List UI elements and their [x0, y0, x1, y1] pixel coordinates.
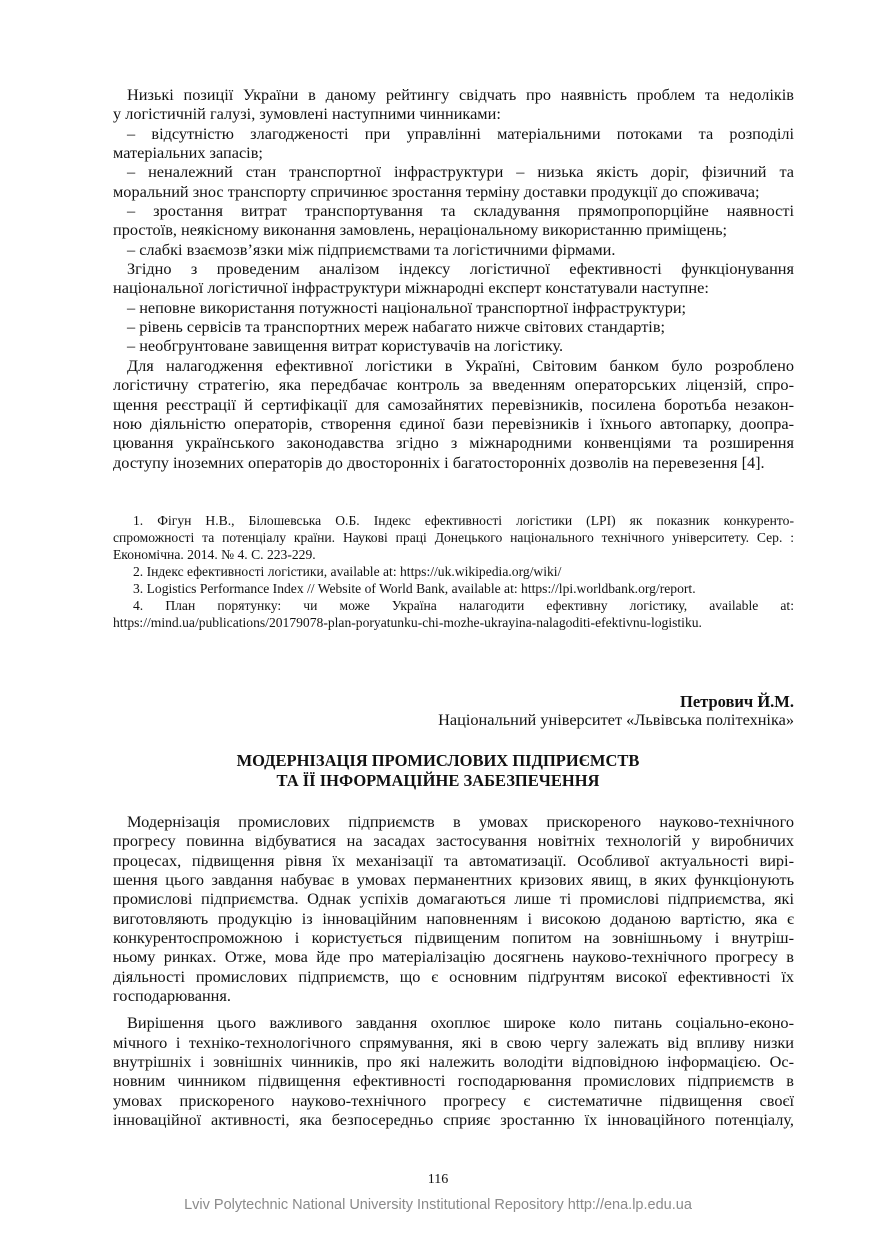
text-line: – відсутністю злагодженості при управлінні матеріальними потоками та розподілі [127, 123, 794, 143]
text-line: щення реєстрації й сертифікації для самозайнятих перевізників, посилена боротьба незакон- [113, 394, 794, 414]
text-line: національної логістичної інфраструктури міжнародні експерт констатували наступне: [113, 278, 709, 298]
text-line: господарювання. [113, 986, 231, 1006]
paragraph [113, 317, 794, 336]
paragraph [113, 85, 794, 124]
text-line: промислові підприємства. Однак успіхів домагаються лише ті промислові підприємства, які [113, 889, 794, 909]
text-line: логістичну стратегію, яка передбачає контроль за введенням операторських ліцензій, спро- [113, 375, 794, 395]
text-line: Для налагодження ефективної логістики в Україні, Світовим банком було розроблено [127, 355, 794, 375]
text-line: умовах прискореного науково-технічного прогресу є систематичне підвищення своєї [113, 1090, 794, 1110]
body-text-section [113, 85, 794, 472]
text-line: ньому ринках. Отже, мова йде про матеріалізацію досягнень науково-технічного прогресу в [113, 947, 794, 967]
paragraph [113, 162, 794, 201]
page-number: 116 [427, 1172, 449, 1187]
text-line: процесах, підвищення рівня їх механізації та автоматизації. Особливої актуальності вирі- [113, 850, 794, 870]
paragraph [113, 259, 794, 298]
article-title-line: ТА ЇЇ ІНФОРМАЦІЙНЕ ЗАБЕЗПЕЧЕННЯ [276, 770, 600, 790]
text-line: ною діяльністю операторів, створення єдиної бази перевізників і їхнього автопарку, доопра- [113, 413, 794, 433]
text-line: – неналежний стан транспортної інфраструктури – низька якість доріг, фізичний та [127, 162, 794, 182]
text-line: Економічна. 2014. № 4. С. 223-229. [113, 547, 316, 562]
text-line: інноваційної активності, яка безпосередньо сприяє зростанню їх інноваційного потенціалу, [113, 1110, 794, 1130]
paragraph [113, 240, 794, 259]
text-line: мічного і техніко-технологічного спрямування, які в свою чергу залежать від впливу низки [113, 1032, 794, 1052]
paragraph [113, 580, 794, 597]
text-line: матеріальних запасів; [113, 143, 263, 163]
text-line: – рівень сервісів та транспортних мереж набагато нижче світових стандартів; [127, 317, 666, 337]
article-title [0, 751, 876, 790]
references-list [113, 512, 794, 631]
paragraph [113, 812, 794, 1005]
text-line: доступу іноземних операторів до двосторонніх і багатосторонніх дозволів на перевезення [4]. [113, 452, 765, 472]
text-line: – неповне використання потужності національної транспортної інфраструктури; [127, 297, 687, 317]
article-body [113, 812, 794, 1130]
paragraph [113, 356, 794, 472]
paragraph [113, 1013, 794, 1129]
text-line: Згідно з проведеним аналізом індексу логістичної ефективності функціонування [127, 259, 794, 279]
text-line: діяльності промислових підприємств, що є основним підґрунтям високої ефективності їх [113, 966, 794, 986]
paragraph [113, 201, 794, 240]
text-line: спроможності та потенціалу країни. Наукові праці Донецького національного технічного університету. Сер. : [113, 530, 794, 545]
text-line: – слабкі взаємозв’язки між підприємствами та логістичними фірмами. [127, 239, 616, 259]
text-line: – необгрунтоване завищення витрат користувачів на логістику. [127, 336, 564, 356]
text-line: Низькі позиції України в даному рейтингу свідчать про наявність проблем та недоліків [127, 85, 794, 104]
repository-footer: Lviv Polytechnic National University Institutional Repository http://ena.lp.edu.ua [184, 1197, 692, 1213]
text-line: 2. Індекс ефективності логістики, available at: https://uk.wikipedia.org/wiki/ [133, 564, 562, 579]
text-line: конкурентоспроможною і користується підвищеним попитом на зовнішньому і внутріш- [113, 928, 794, 948]
text-line: у логістичній галузі, зумовлені наступними чинниками: [113, 104, 501, 124]
text-line: 1. Фігун Н.В., Білошевська О.Б. Індекс ефективності логістики (LPI) як показник конкуренто- [133, 513, 794, 528]
text-line: прогресу повинна відбуватися на засадах застосування новітніх технологій у виробничих [113, 831, 794, 851]
text-line: простоїв, неякісному виконання замовлень, нераціональному використанню приміщень; [113, 220, 728, 240]
text-line: шення цього завдання набуває в умовах перманентних кризових явищ, в яких функціонують [113, 870, 794, 890]
text-line: Вирішення цього важливого завдання охоплює широке коло питань соціально-еконо- [127, 1013, 794, 1033]
text-line: цювання українського законодавства згідно з міжнародними конвенціями та розширення [113, 433, 794, 453]
text-line: Модернізація промислових підприємств в умовах прискореного науково-технічного [127, 812, 794, 831]
article-author: Петрович Й.М. [680, 692, 794, 711]
paragraph [113, 597, 794, 631]
paragraph [113, 124, 794, 163]
paragraph [113, 336, 794, 355]
text-line: https://mind.ua/publications/20179078-plan-poryatunku-chi-mozhe-ukrayina-nalagoditi-efektivnu-logistiku. [113, 615, 702, 630]
paragraph [113, 298, 794, 317]
text-line: – зростання витрат транспортування та складування прямопропорційне наявності [127, 201, 794, 221]
text-line: 3. Logistics Performance Index // Website of World Bank, available at: https://lpi.worldbank.org/report. [133, 581, 696, 596]
text-line: 4. План порятунку: чи може Україна налагодити ефективну логістику, available at: [133, 598, 794, 613]
text-line: моральний знос транспорту спричинює зростання терміну доставки продукції до споживача; [113, 181, 760, 201]
paragraph [113, 512, 794, 563]
text-line: внутрішніх і зовнішніх чинників, про які належить володіти відповідною інформацією. Ос- [113, 1052, 794, 1072]
article-title-line: МОДЕРНІЗАЦІЯ ПРОМИСЛОВИХ ПІДПРИЄМСТВ [236, 751, 640, 770]
text-line: новним чинником підвищення ефективності господарювання промислових підприємств в [113, 1071, 794, 1091]
paragraph [113, 563, 794, 580]
author-affiliation: Національний університет «Львівська політехніка» [438, 710, 794, 729]
text-line: виготовляють продукцію із інноваційним наповненням і високою доданою вартістю, яка є [113, 908, 794, 928]
